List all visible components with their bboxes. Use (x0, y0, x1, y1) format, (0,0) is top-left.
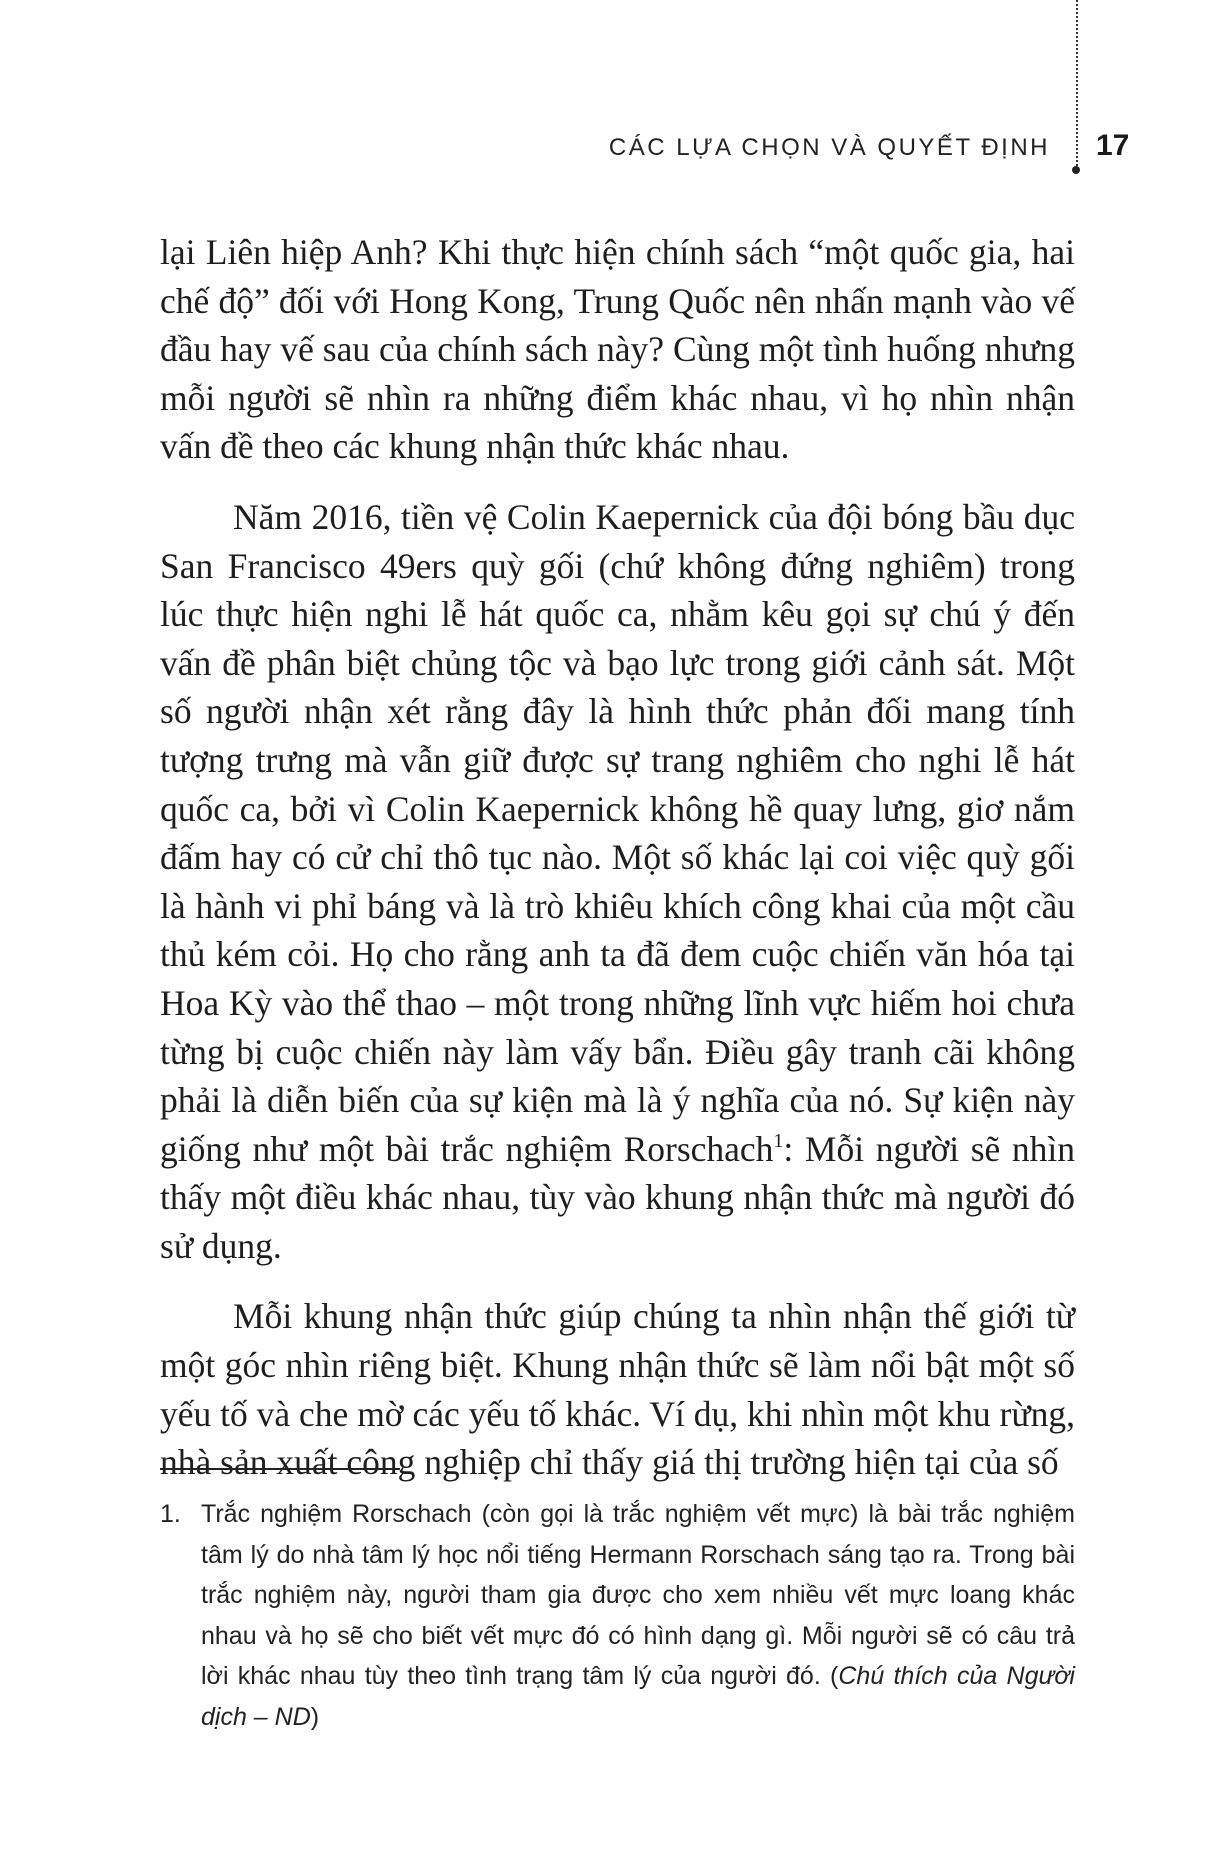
page-number: 17 (1096, 129, 1130, 162)
footnote-text (201, 1494, 1075, 1738)
paragraph-2-text-end: : Mỗi người sẽ nhìn thấy một điều khác nhau, tùy vào khung nhận thức mà người đó sử dụng. (160, 1128, 1075, 1266)
header-dotted-rule (1076, 0, 1078, 166)
paragraph-1: lại Liên hiệp Anh? Khi thực hiện chính sách “một quốc gia, hai chế độ” đối với Hong Kong, Trung Quốc nên nhấn mạnh vào vế đầu hay vế sau của chính sách này? Cùng một tình huống nhưng mỗi người sẽ nhìn ra những điểm khác nhau, vì họ nhìn nhận vấn đề theo các khung nhận thức khác nhau. (160, 232, 1075, 467)
paragraph-3: Mỗi khung nhận thức giúp chúng ta nhìn nhận thế giới từ một góc nhìn riêng biệt. Khung nhận thức sẽ làm nổi bật một số yếu tố và che mờ các yếu tố khác. Ví dụ, khi nhìn một khu rừng, nhà sản xuất công nghiệp chỉ thấy giá thị trường hiện tại của số (160, 1296, 1075, 1483)
footnote-translator-note: Chú thích của Người dịch – ND (201, 1662, 1075, 1731)
footnote-body: Trắc nghiệm Rorschach (còn gọi là trắc nghiệm vết mực) là bài trắc nghiệm tâm lý do nhà tâm lý học nổi tiếng Hermann Rorschach sáng tạo ra. Trong bài trắc nghiệm này, người tham gia được cho xem nhiều vết mực loang khác nhau và họ sẽ cho biết vết mực đó có hình dạng gì. Mỗi người sẽ có câu trả lời khác nhau tùy theo tình trạng tâm lý của người đó. ( (201, 1500, 1075, 1691)
footnote-divider (160, 1468, 400, 1470)
main-text (160, 228, 1075, 1487)
footnote-close: ) (310, 1702, 320, 1731)
header-dot (1072, 166, 1080, 174)
paragraph-2-text: Năm 2016, tiền vệ Colin Kaepernick của đội bóng bầu dục San Francisco 49ers quỳ gối (chứ không đứng nghiêm) trong lúc thực hiện nghi lễ hát quốc ca, nhằm kêu gọi sự chú ý đến vấn đề phân biệt chủng tộc và bạo lực trong giới cảnh sát. Một số người nhận xét rằng đây là hình thức phản đối mang tính tượng trưng mà vẫn giữ được sự trang nghiêm cho nghi lễ hát quốc ca, bởi vì Colin Kaepernick không hề quay lưng, giơ nắm đấm hay có cử chỉ thô tục nào. Một số khác lại coi việc quỳ gối là hành vi phỉ báng và là trò khiêu khích công khai của một cầu thủ kém cỏi. Họ cho rằng anh ta đã đem cuộc chiến văn hóa tại Hoa Kỳ vào thể thao – một trong những lĩnh vực hiếm hoi chưa từng bị cuộc chiến này làm vấy bẩn. Điều gây tranh cãi không phải là diễn biến của sự kiện mà là ý nghĩa của nó. Sự kiện này giống như một bài trắc nghiệm Rorschach (160, 496, 1075, 1169)
footnote-reference[interactable]: 1 (773, 1129, 784, 1152)
paragraph-2 (160, 493, 1075, 1271)
running-title: CÁC LỰA CHỌN VÀ QUYẾT ĐỊNH (608, 134, 1050, 161)
footnote (160, 1494, 1075, 1738)
footnote-number: 1. (160, 1500, 181, 1528)
